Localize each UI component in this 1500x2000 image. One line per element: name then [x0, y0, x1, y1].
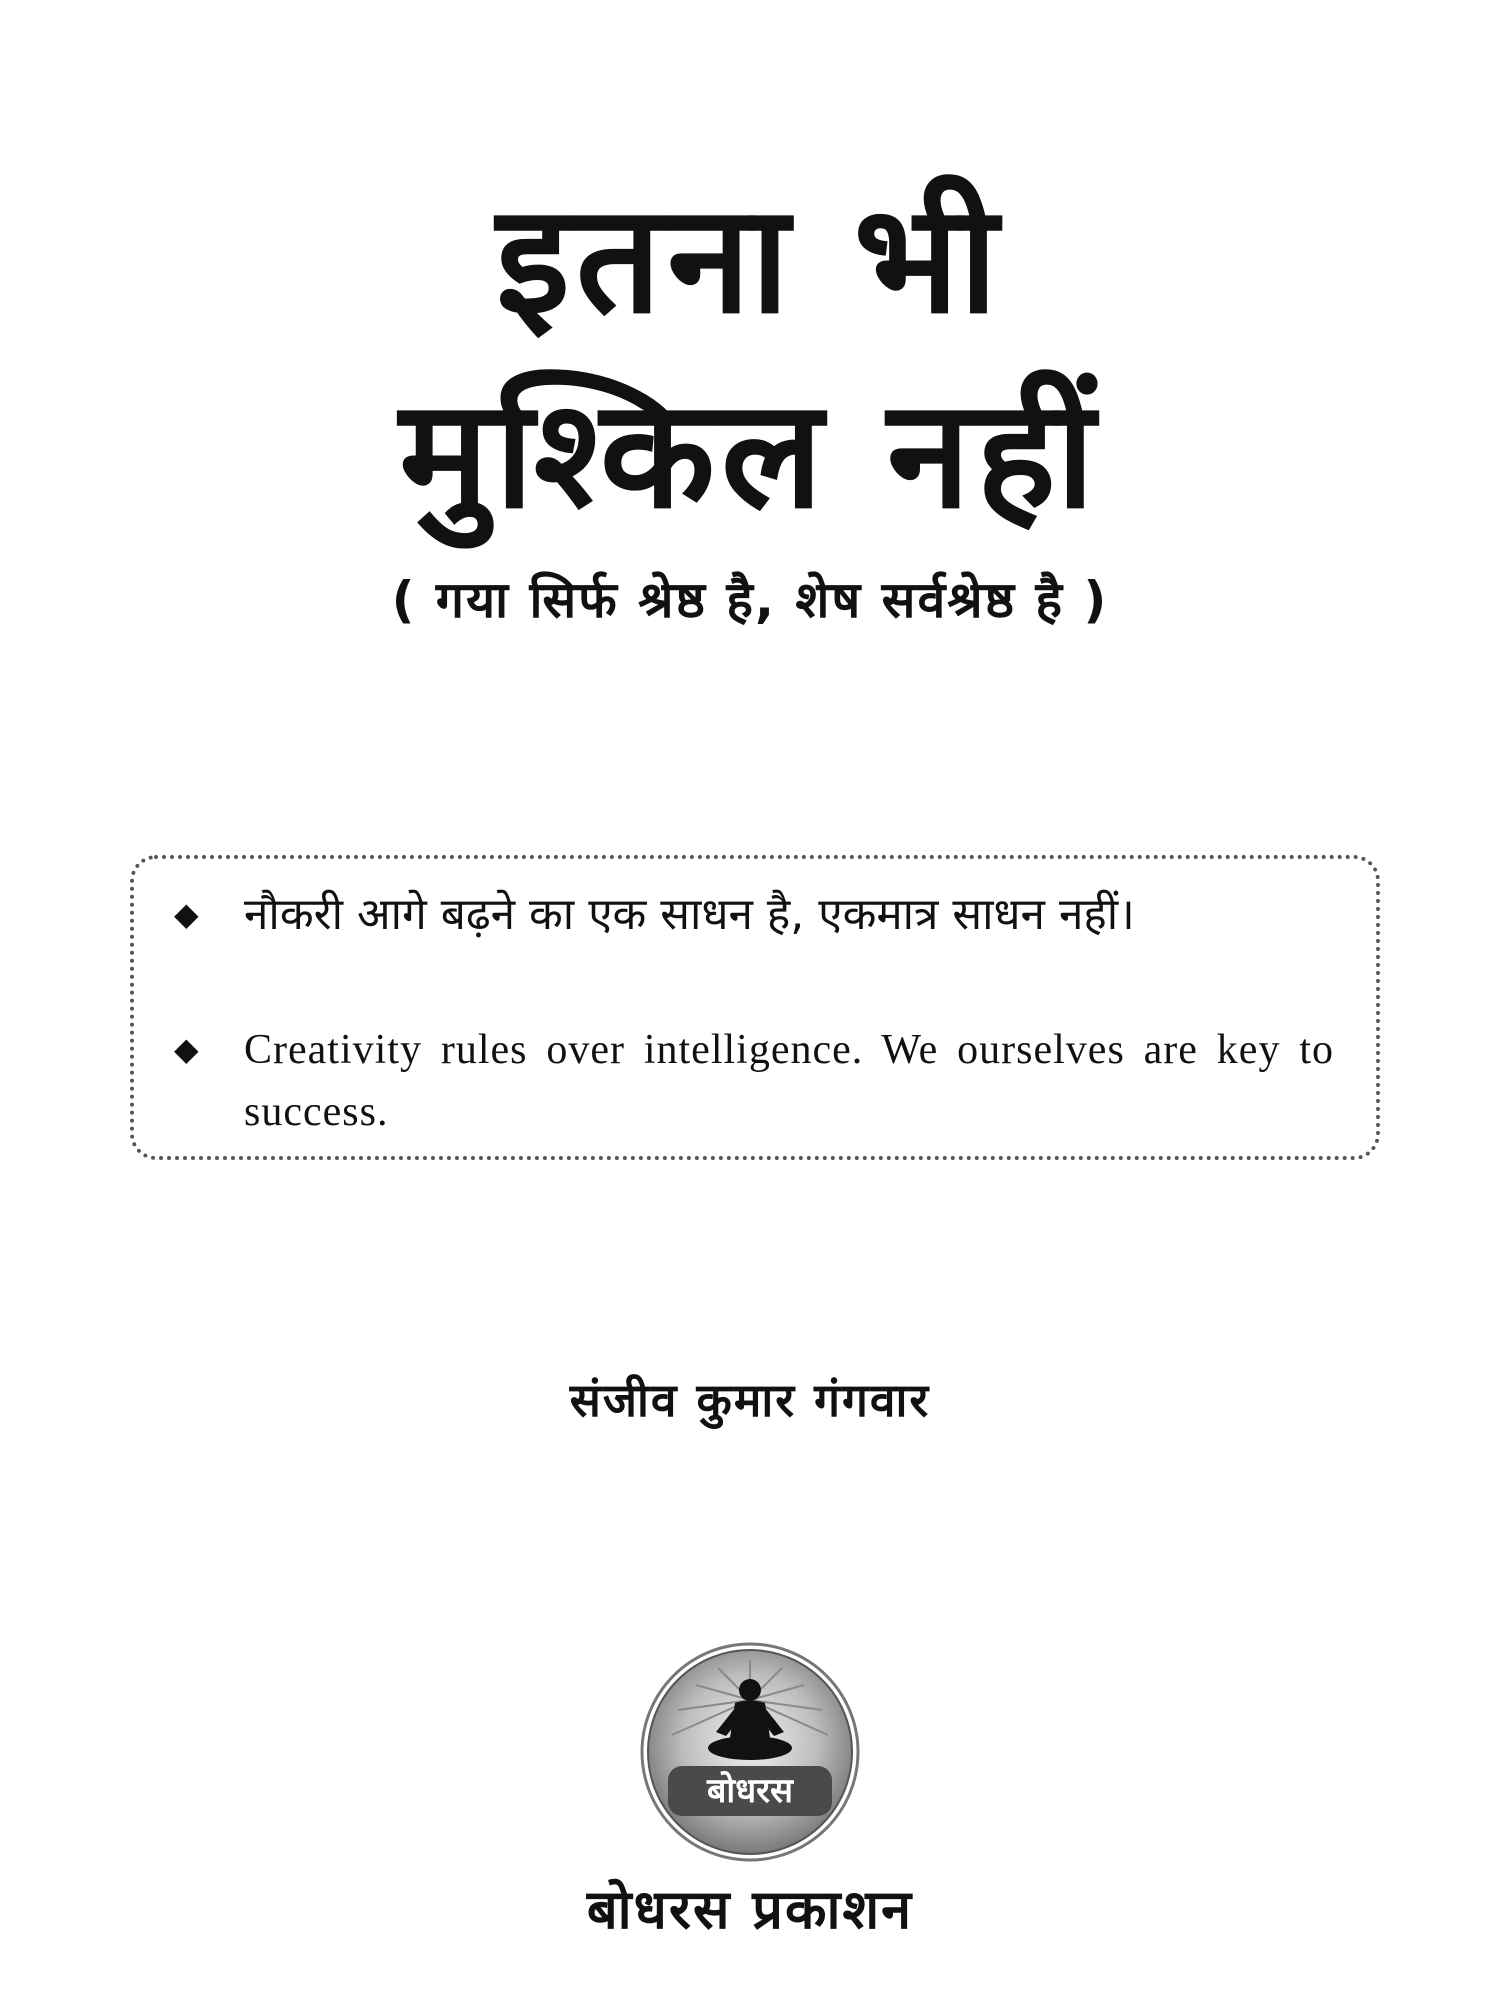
publisher-name: बोधरस प्रकाशन: [586, 1878, 914, 1941]
book-subtitle: ( गया सिर्फ श्रेष्ठ है, शेष सर्वश्रेष्ठ है ): [391, 571, 1109, 629]
book-title-line-1: इतना भी: [496, 173, 1004, 347]
quote-box: [130, 855, 1380, 1160]
diamond-bullet-icon: ◆: [174, 895, 199, 933]
publisher-logo: [638, 1640, 862, 1864]
diamond-bullet-icon: ◆: [174, 1030, 199, 1068]
quote-text-hindi: नौकरी आगे बढ़ने का एक साधन है, एकमात्र साधन नहीं।: [244, 889, 1135, 940]
quote-text-english: Creativity rules over intelligence. We ourselves are key to success.: [244, 1027, 1334, 1135]
logo-label: बोधरस: [706, 1771, 794, 1811]
book-title-line-2: मुश्किल नहीं: [399, 368, 1101, 542]
author-name: संजीव कुमार गंगवार: [569, 1373, 931, 1427]
